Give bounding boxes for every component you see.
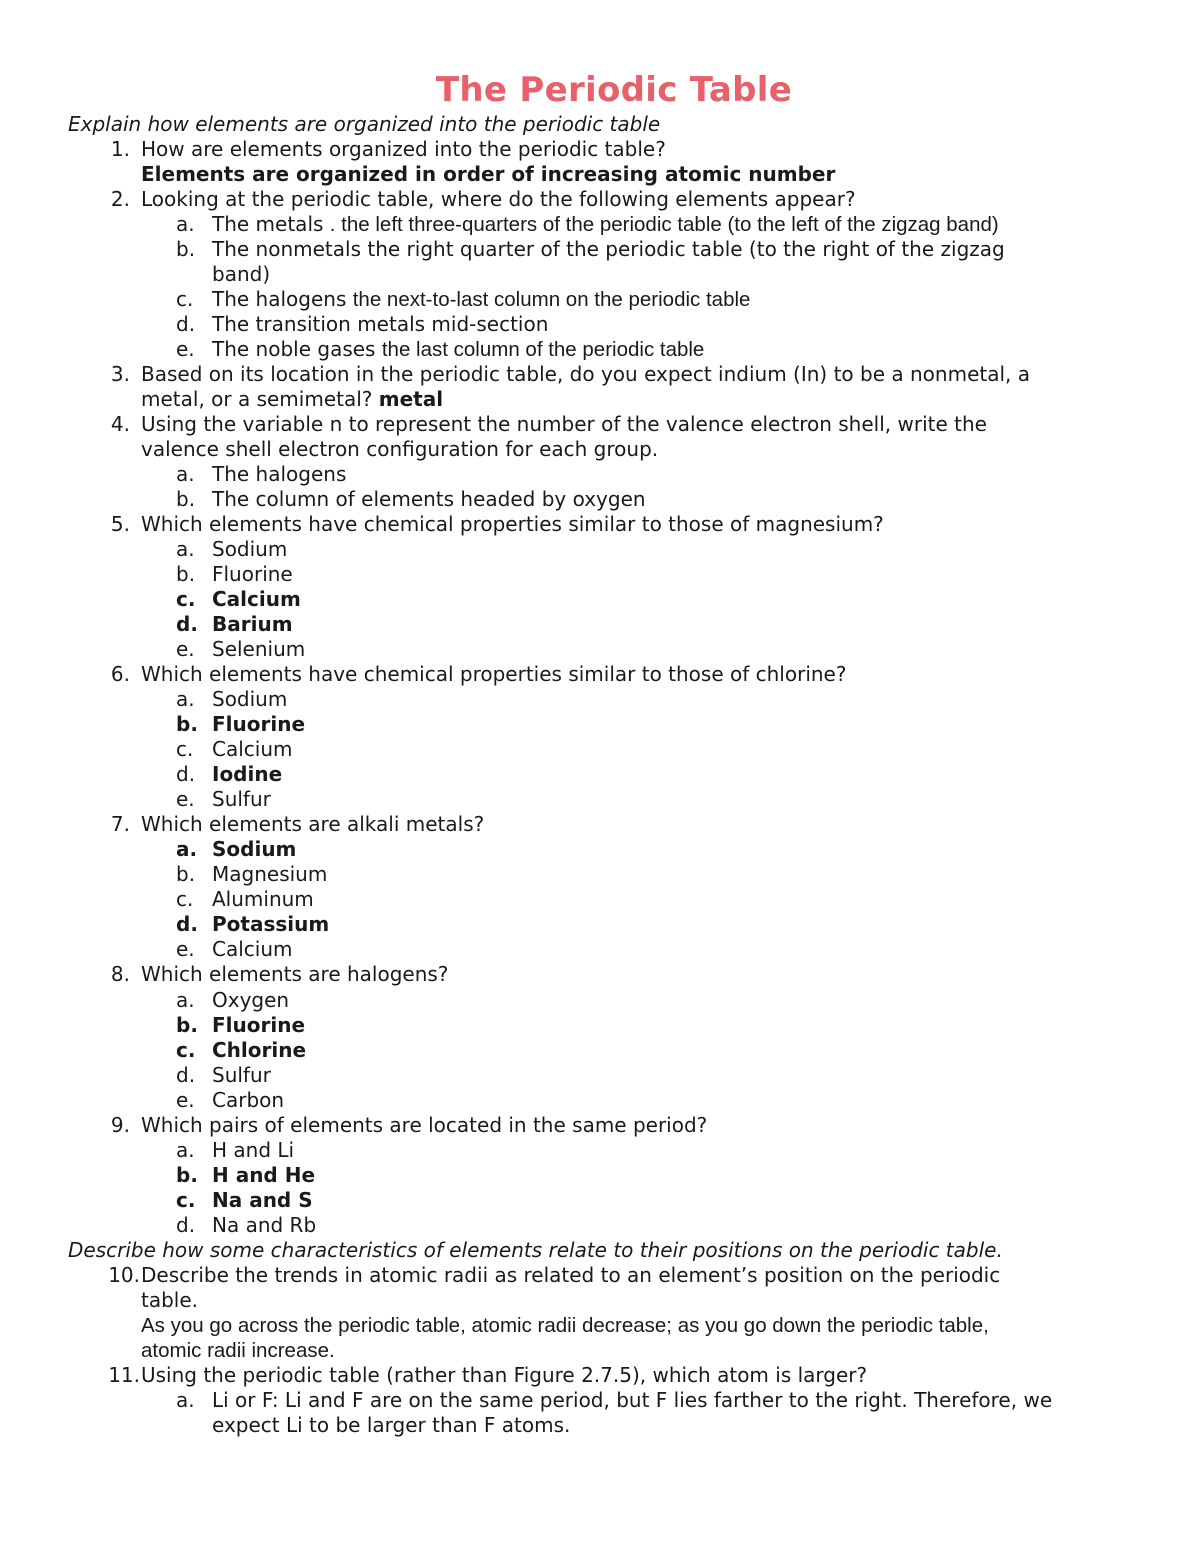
q9a-text: H and Li bbox=[212, 1138, 295, 1162]
q4a-letter: a. bbox=[176, 462, 195, 486]
q3-line2 bbox=[141, 387, 443, 412]
q4-text-cont: valence shell electron configuration for each group. bbox=[141, 437, 659, 461]
q3-text-cont: metal, or a semimetal? bbox=[141, 387, 373, 411]
q5e-letter: e. bbox=[176, 637, 195, 661]
q5c-text: Calcium bbox=[212, 587, 301, 611]
q6a-letter: a. bbox=[176, 687, 195, 711]
q2d-prompt: The transition metals bbox=[212, 312, 426, 336]
q6d-letter: d. bbox=[176, 762, 196, 786]
q10-answer-cont: atomic radii increase. bbox=[141, 1339, 335, 1362]
q3-text: Based on its location in the periodic table, do you expect indium (In) to be a nonmetal, a bbox=[141, 362, 1030, 386]
q8b-text: Fluorine bbox=[212, 1013, 306, 1037]
q8c-text: Chlorine bbox=[212, 1038, 307, 1062]
q9c-letter: c. bbox=[176, 1188, 196, 1212]
q2a-answer: . the left three-quarters of the periodic table (to the left of the zigzag band) bbox=[329, 213, 999, 236]
q8c-letter: c. bbox=[176, 1038, 196, 1062]
q6d-text: Iodine bbox=[212, 762, 283, 786]
q7a-letter: a. bbox=[176, 837, 198, 861]
q11a-text: Li or F: Li and F are on the same period, but F lies farther to the right. Therefore, we bbox=[212, 1388, 1053, 1412]
q1-number: 1. bbox=[110, 137, 130, 161]
section-heading-2: Describe how some characteristics of elements relate to their positions on the periodic table. bbox=[68, 1238, 1003, 1262]
q7c-letter: c. bbox=[176, 887, 194, 911]
q2a-prompt: The metals bbox=[212, 212, 324, 236]
q7d-letter: d. bbox=[176, 912, 198, 936]
q7b-letter: b. bbox=[176, 862, 196, 886]
q10-answer: As you go across the periodic table, atomic radii decrease; as you go down the periodic table, bbox=[141, 1314, 989, 1337]
q2e-answer: the last column of the periodic table bbox=[381, 338, 705, 361]
q2-number: 2. bbox=[110, 187, 130, 211]
q2c-answer: the next-to-last column on the periodic table bbox=[352, 288, 751, 311]
q4-number: 4. bbox=[110, 412, 130, 436]
q2c-item bbox=[212, 287, 750, 312]
q6e-letter: e. bbox=[176, 787, 195, 811]
q4b-text: The column of elements headed by oxygen bbox=[212, 487, 646, 511]
q2a-letter: a. bbox=[176, 212, 195, 236]
q8a-letter: a. bbox=[176, 988, 195, 1012]
q8d-text: Sulfur bbox=[212, 1063, 271, 1087]
q11a-text-cont: expect Li to be larger than F atoms. bbox=[212, 1413, 571, 1437]
q5e-text: Selenium bbox=[212, 637, 306, 661]
q2b-prompt: The nonmetals bbox=[212, 237, 362, 261]
q8d-letter: d. bbox=[176, 1063, 196, 1087]
q2e-item bbox=[212, 337, 704, 362]
q2a-item bbox=[212, 212, 999, 237]
q8a-text: Oxygen bbox=[212, 988, 290, 1012]
q1-text: How are elements organized into the periodic table? bbox=[141, 137, 666, 161]
q5c-letter: c. bbox=[176, 587, 196, 611]
q9d-text: Na and Rb bbox=[212, 1213, 317, 1237]
q6c-text: Calcium bbox=[212, 737, 293, 761]
q5a-letter: a. bbox=[176, 537, 195, 561]
q7e-text: Calcium bbox=[212, 937, 293, 961]
q8-text: Which elements are halogens? bbox=[141, 962, 449, 986]
q7-number: 7. bbox=[110, 812, 130, 836]
q5d-letter: d. bbox=[176, 612, 198, 636]
q1-answer: Elements are organized in order of increasing atomic number bbox=[141, 162, 836, 186]
q3-number: 3. bbox=[110, 362, 130, 386]
q10-text-cont: table. bbox=[141, 1288, 199, 1312]
q7b-text: Magnesium bbox=[212, 862, 328, 886]
q2b-answer-cont: band) bbox=[212, 262, 271, 286]
q9-number: 9. bbox=[110, 1113, 130, 1137]
q2-text: Looking at the periodic table, where do the following elements appear? bbox=[141, 187, 856, 211]
q5b-letter: b. bbox=[176, 562, 196, 586]
q9b-text: H and He bbox=[212, 1163, 316, 1187]
q4a-text: The halogens bbox=[212, 462, 347, 486]
q9c-text: Na and S bbox=[212, 1188, 313, 1212]
q7e-letter: e. bbox=[176, 937, 195, 961]
q5-text: Which elements have chemical properties similar to those of magnesium? bbox=[141, 512, 884, 536]
q8e-text: Carbon bbox=[212, 1088, 285, 1112]
q5-number: 5. bbox=[110, 512, 130, 536]
q7-text: Which elements are alkali metals? bbox=[141, 812, 485, 836]
q5a-text: Sodium bbox=[212, 537, 288, 561]
q8-number: 8. bbox=[110, 962, 130, 986]
q8b-letter: b. bbox=[176, 1013, 198, 1037]
q7c-text: Aluminum bbox=[212, 887, 314, 911]
q6-number: 6. bbox=[110, 662, 130, 686]
q4-text: Using the variable n to represent the number of the valence electron shell, write the bbox=[141, 412, 987, 436]
q2b-answer: the right quarter of the periodic table (to the right of the zigzag bbox=[367, 237, 1005, 261]
q2c-prompt: The halogens bbox=[212, 287, 347, 311]
q2b-item bbox=[212, 237, 1005, 262]
q2d-letter: d. bbox=[176, 312, 196, 336]
q2d-item bbox=[212, 312, 548, 337]
q2b-letter: b. bbox=[176, 237, 196, 261]
q6e-text: Sulfur bbox=[212, 787, 271, 811]
q2c-letter: c. bbox=[176, 287, 194, 311]
q7d-text: Potassium bbox=[212, 912, 330, 936]
q9d-letter: d. bbox=[176, 1213, 196, 1237]
q9b-letter: b. bbox=[176, 1163, 198, 1187]
section-heading-1: Explain how elements are organized into the periodic table bbox=[68, 112, 661, 136]
q6a-text: Sodium bbox=[212, 687, 288, 711]
q5d-text: Barium bbox=[212, 612, 293, 636]
q8e-letter: e. bbox=[176, 1088, 195, 1112]
q6c-letter: c. bbox=[176, 737, 194, 761]
q4b-letter: b. bbox=[176, 487, 196, 511]
q6b-letter: b. bbox=[176, 712, 198, 736]
q9-text: Which pairs of elements are located in the same period? bbox=[141, 1113, 708, 1137]
q5b-text: Fluorine bbox=[212, 562, 293, 586]
q10-number: 10. bbox=[108, 1263, 140, 1287]
page-title: The Periodic Table bbox=[435, 70, 793, 110]
q11-text: Using the periodic table (rather than Figure 2.7.5), which atom is larger? bbox=[141, 1363, 868, 1387]
q11a-letter: a. bbox=[176, 1388, 195, 1412]
q2e-prompt: The noble gases bbox=[212, 337, 376, 361]
q2e-letter: e. bbox=[176, 337, 195, 361]
q11-number: 11. bbox=[108, 1363, 140, 1387]
q3-answer: metal bbox=[378, 387, 444, 411]
q6-text: Which elements have chemical properties similar to those of chlorine? bbox=[141, 662, 847, 686]
q7a-text: Sodium bbox=[212, 837, 297, 861]
q2d-answer: mid-section bbox=[431, 312, 549, 336]
q9a-letter: a. bbox=[176, 1138, 195, 1162]
q6b-text: Fluorine bbox=[212, 712, 306, 736]
q10-text: Describe the trends in atomic radii as related to an element’s position on the periodic bbox=[141, 1263, 1001, 1287]
